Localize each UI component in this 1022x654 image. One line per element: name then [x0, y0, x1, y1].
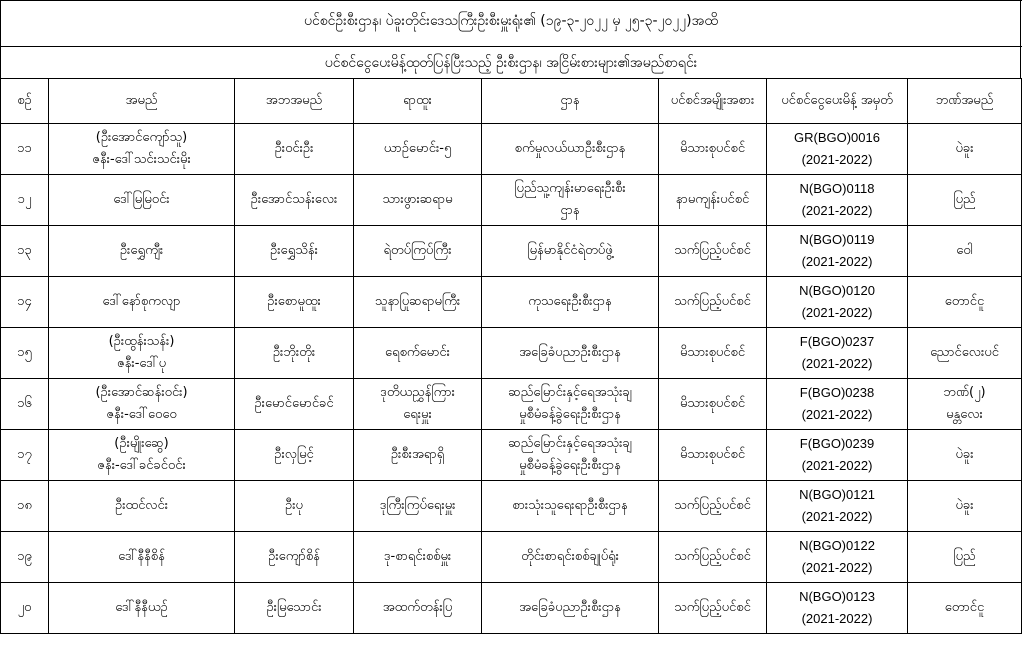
cell-father: ဦးမောင်မောင်ခင် — [235, 379, 354, 430]
cell-dept: အခြေခံပညာဦးစီးဌာန — [482, 328, 659, 379]
cell-father: ဦးပု — [235, 481, 354, 532]
table-row — [1, 430, 1022, 481]
cell-no: ၁၃ — [1, 226, 49, 277]
cell-father: ဦးအောင်သန်းလေး — [235, 175, 354, 226]
cell-code: GR(BGO)0016 (2021-2022) — [767, 124, 908, 175]
title-line-2: ပင်စင်ငွေပေးမိန့်ထုတ်ပြန်ပြီးသည့် ဦးစီးဌာန၊ အငြိမ်းစားများ၏အမည်စာရင်း — [324, 55, 698, 71]
cell-dept: စက်မှုလယ်ယာဦးစီးဌာန — [482, 124, 659, 175]
cell-father: ဦးမြသောင်း — [235, 583, 354, 634]
cell-father: ဦးဝင်းဦး — [235, 124, 354, 175]
cell-bank: တောင်ငူ — [908, 583, 1022, 634]
cell-bank: ဝေါ — [908, 226, 1022, 277]
cell-rank: ရေစက်မောင်း — [354, 328, 482, 379]
cell-type: သက်ပြည့်ပင်စင် — [659, 481, 767, 532]
cell-no: ၁၇ — [1, 430, 49, 481]
table-row — [1, 481, 1022, 532]
cell-rank: အထက်တန်းပြ — [354, 583, 482, 634]
header-rank: ရာထူး — [354, 79, 482, 124]
cell-no: ၁၁ — [1, 124, 49, 175]
cell-father: ဦးလှမြင့် — [235, 430, 354, 481]
table-row — [1, 175, 1022, 226]
cell-no: ၁၉ — [1, 532, 49, 583]
cell-code: N(BGO)0121 (2021-2022) — [767, 481, 908, 532]
title-line-1: ပင်စင်ဦးစီးဌာန၊ ပဲခူးတိုင်းဒေသကြီးဦးစီးမှူးရုံး၏ (၁၉-၃-၂၀၂၂ မှ ၂၅-၃-၂၀၂၂)အထိ — [304, 13, 718, 29]
cell-rank: ရဲတပ်ကြပ်ကြီး — [354, 226, 482, 277]
cell-no: ၁၆ — [1, 379, 49, 430]
header-no: စဉ် — [1, 79, 49, 124]
cell-dept: ဆည်မြောင်းနှင့်ရေအသုံးချ မှုစီမံခန့်ခွဲရေးဦးစီးဌာန — [482, 430, 659, 481]
cell-name: (ဦးထွန်းသန်း) ဇနီး-ဒေါ်ပု — [49, 328, 235, 379]
table-row — [1, 328, 1022, 379]
cell-name: ဦးရွှေကျီး — [49, 226, 235, 277]
cell-rank: ယာဉ်မောင်း-၅ — [354, 124, 482, 175]
top-rule — [0, 0, 1022, 1]
cell-type: မိသားစုပင်စင် — [659, 328, 767, 379]
table-row — [1, 379, 1022, 430]
cell-dept: ကုသရေးဦးစီးဌာန — [482, 277, 659, 328]
cell-code: N(BGO)0122 (2021-2022) — [767, 532, 908, 583]
header-type: ပင်စင်အမျိုးအစား — [659, 79, 767, 124]
header-row — [1, 79, 1022, 124]
cell-no: ၁၂ — [1, 175, 49, 226]
cell-rank: ဒု-စာရင်းစစ်မှူး — [354, 532, 482, 583]
cell-bank: ပြည် — [908, 532, 1022, 583]
cell-bank: ပဲခူး — [908, 430, 1022, 481]
cell-code: N(BGO)0123 (2021-2022) — [767, 583, 908, 634]
cell-no: ၁၈ — [1, 481, 49, 532]
cell-no: ၁၄ — [1, 277, 49, 328]
cell-rank: ဒုတိယညွှန်ကြား ရေးမှူး — [354, 379, 482, 430]
header-dept: ဌာန — [482, 79, 659, 124]
cell-code: N(BGO)0119 (2021-2022) — [767, 226, 908, 277]
header-code: ပင်စင်ငွေပေးမိန့် အမှတ် — [767, 79, 908, 124]
title-divider — [0, 46, 1022, 47]
cell-bank: ပဲခူး — [908, 481, 1022, 532]
cell-code: F(BGO)0237 (2021-2022) — [767, 328, 908, 379]
cell-dept: ပြည်သူ့ကျန်းမာရေးဦးစီး ဌာန — [482, 175, 659, 226]
cell-bank: ညောင်လေးပင် — [908, 328, 1022, 379]
cell-rank: သားဖွားဆရာမ — [354, 175, 482, 226]
cell-type: သက်ပြည့်ပင်စင် — [659, 583, 767, 634]
cell-type: မိသားစုပင်စင် — [659, 124, 767, 175]
cell-name: ဒေါ်နီနီယဉ် — [49, 583, 235, 634]
cell-no: ၁၅ — [1, 328, 49, 379]
pension-table — [0, 78, 1022, 634]
cell-bank: တောင်ငူ — [908, 277, 1022, 328]
cell-name: ဒေါ်နော်စုကလျာ — [49, 277, 235, 328]
cell-no: ၂၀ — [1, 583, 49, 634]
cell-code: F(BGO)0238 (2021-2022) — [767, 379, 908, 430]
cell-code: N(BGO)0120 (2021-2022) — [767, 277, 908, 328]
cell-bank: ပြည် — [908, 175, 1022, 226]
header-bank: ဘဏ်အမည် — [908, 79, 1022, 124]
cell-bank: ဘဏ်(၂) မန္တလေး — [908, 379, 1022, 430]
cell-father: ဦးစောမူထူး — [235, 277, 354, 328]
cell-type: မိသားစုပင်စင် — [659, 430, 767, 481]
cell-code: N(BGO)0118 (2021-2022) — [767, 175, 908, 226]
table-row — [1, 583, 1022, 634]
cell-father: ဦးဘိုးတိုး — [235, 328, 354, 379]
cell-rank: ဦးစီးအရာရှိ — [354, 430, 482, 481]
cell-bank: ပဲခူး — [908, 124, 1022, 175]
cell-dept: မြန်မာနိုင်ငံရဲတပ်ဖွဲ့ — [482, 226, 659, 277]
cell-dept: တိုင်းစာရင်းစစ်ချုပ်ရုံး — [482, 532, 659, 583]
cell-dept: ဆည်မြောင်းနှင့်ရေအသုံးချ မှုစီမံခန့်ခွဲရေးဦးစီးဌာန — [482, 379, 659, 430]
cell-dept: အခြေခံပညာဦးစီးဌာန — [482, 583, 659, 634]
cell-rank: ဒုကြီးကြပ်ရေးမှူး — [354, 481, 482, 532]
cell-name: (ဦးအောင်ကျော်သူ) ဇနီး-ဒေါ်သင်းသင်းမိုး — [49, 124, 235, 175]
cell-rank: သူနာပြုဆရာမကြီး — [354, 277, 482, 328]
cell-name: ဒေါ်နီနီစိန် — [49, 532, 235, 583]
cell-code: F(BGO)0239 (2021-2022) — [767, 430, 908, 481]
cell-name: ဒေါ်မြမြဝင်း — [49, 175, 235, 226]
cell-type: နာမကျန်းပင်စင် — [659, 175, 767, 226]
cell-type: သက်ပြည့်ပင်စင် — [659, 226, 767, 277]
cell-type: သက်ပြည့်ပင်စင် — [659, 277, 767, 328]
cell-type: မိသားစုပင်စင် — [659, 379, 767, 430]
cell-name: (ဦးအောင်ဆန်းဝင်း) ဇနီး-ဒေါ်ဝေဝေ — [49, 379, 235, 430]
cell-dept: စားသုံးသူရေးရာဦးစီးဌာန — [482, 481, 659, 532]
cell-father: ဦးရွှေသိန်း — [235, 226, 354, 277]
table-row — [1, 532, 1022, 583]
cell-father: ဦးကျော်စိန် — [235, 532, 354, 583]
table-row — [1, 226, 1022, 277]
table-row — [1, 124, 1022, 175]
cell-name: ဦးထင်လင်း — [49, 481, 235, 532]
header-father: အဘအမည် — [235, 79, 354, 124]
cell-type: သက်ပြည့်ပင်စင် — [659, 532, 767, 583]
header-name: အမည် — [49, 79, 235, 124]
table-row — [1, 277, 1022, 328]
cell-name: (ဦးမျိုးဆွေ) ဇနီး-ဒေါ်ခင်ခင်ဝင်း — [49, 430, 235, 481]
